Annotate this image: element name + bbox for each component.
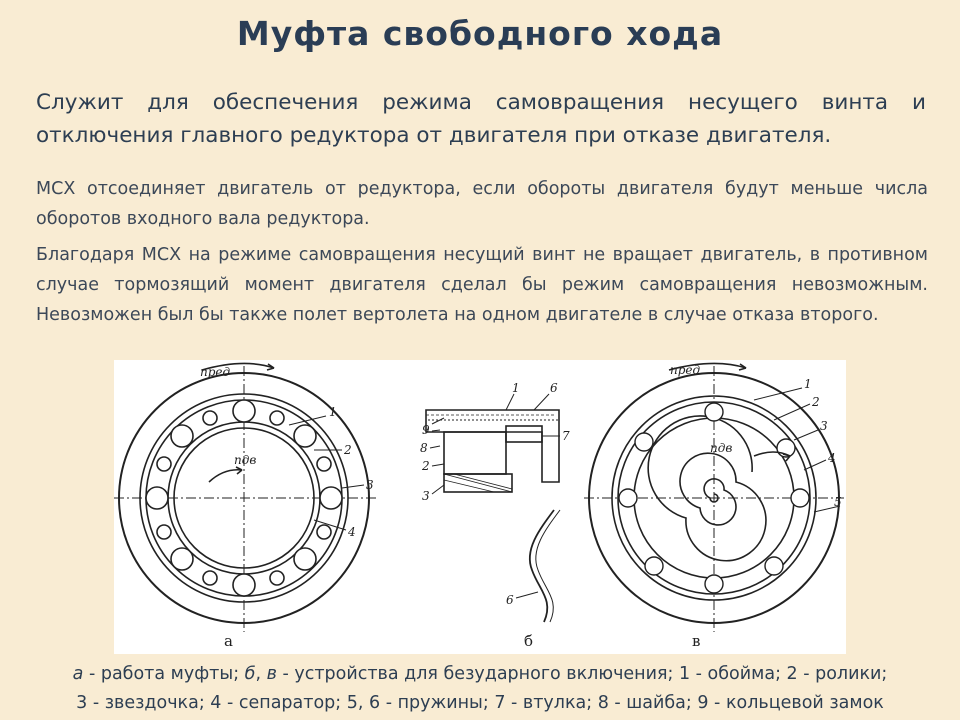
- figure-caption: [0, 660, 960, 718]
- lead-paragraph: Служит для обеспечения режима самовращения несущего винта и отключения главного редуктора от двигателя при отказе двигателя.: [36, 90, 926, 148]
- caption-line-1: [0, 660, 960, 689]
- drawing-v: [584, 363, 844, 632]
- label-6b: 6: [506, 593, 514, 607]
- label-1a: 1: [329, 405, 337, 419]
- clutch-diagram: [114, 360, 846, 654]
- label-9b: 9: [422, 423, 430, 437]
- label-n-dv-a: nдв: [234, 453, 257, 467]
- label-1v: 1: [804, 377, 812, 391]
- slide-title: Муфта свободного хода: [236, 14, 724, 53]
- caption-comma: ,: [255, 664, 267, 684]
- caption-a-text: - работа муфты;: [83, 664, 245, 684]
- label-n-red-a: nред: [200, 365, 231, 379]
- caption-b-letter: б: [244, 664, 256, 684]
- sub-label-v: в: [692, 632, 701, 650]
- caption-a-letter: а: [72, 664, 84, 684]
- label-6b-top: 6: [550, 381, 558, 395]
- sub-label-b: б: [524, 632, 534, 650]
- drawing-a: [114, 363, 376, 632]
- label-1b: 1: [512, 381, 520, 395]
- label-3v: 3: [820, 419, 828, 433]
- paragraph-2: Благодаря МСХ на режиме самовращения несущий винт не вращает двигатель, в противном случае тормозящий момент двигателя сделал бы режим самовращения невозможным. Невозможен был бы также полет вертолета на одном двигателе в случае отказа второго.: [36, 245, 928, 325]
- label-2b: 2: [422, 459, 430, 473]
- label-3b: 3: [422, 489, 430, 503]
- label-n-red-v: nред: [670, 363, 701, 377]
- label-4a: 4: [348, 525, 356, 539]
- caption-line1-rest: - устройства для безударного включения; 1 - обойма; 2 - ролики;: [276, 664, 888, 684]
- label-7b: 7: [562, 429, 570, 443]
- drawing-b: [426, 394, 560, 622]
- label-n-dv-v: nдв: [710, 441, 733, 455]
- paragraph-1: МСХ отсоединяет двигатель от редуктора, если обороты двигателя будут меньше числа оборотов входного вала редуктора.: [36, 179, 928, 229]
- label-5v: 5: [834, 495, 842, 509]
- label-4v: 4: [828, 451, 836, 465]
- label-2v: 2: [812, 395, 820, 409]
- label-8b: 8: [420, 441, 428, 455]
- label-3a: 3: [366, 478, 374, 492]
- caption-line-2: 3 - звездочка; 4 - сепаратор; 5, 6 - пружины; 7 - втулка; 8 - шайба; 9 - кольцевой замок: [76, 693, 884, 713]
- sub-label-a: а: [224, 632, 233, 650]
- label-2a: 2: [344, 443, 352, 457]
- caption-v-letter: в: [266, 664, 277, 684]
